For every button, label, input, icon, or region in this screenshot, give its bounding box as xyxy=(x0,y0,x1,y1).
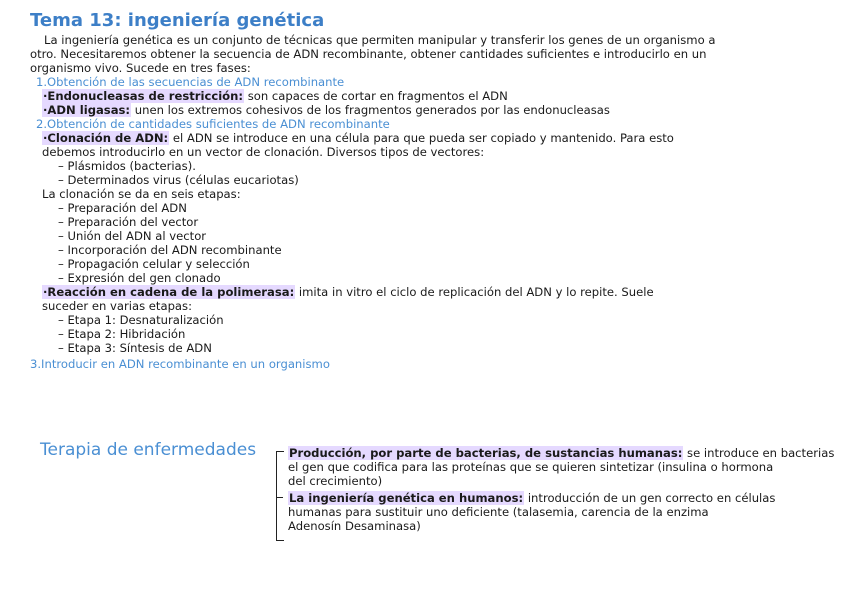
text: el ADN se introduce en una célula para que pueda ser copiado y mantenido. Para esto xyxy=(169,131,674,145)
therapy-item-1-line-2: el gen que codifica para las proteínas que se quieren sintetizar (insulina o hormona xyxy=(288,460,774,474)
stage-2: – Preparación del vector xyxy=(58,215,199,229)
therapy-title: Terapia de enfermedades xyxy=(40,440,257,460)
text: son capaces de cortar en fragmentos el ADN xyxy=(244,89,508,103)
therapy-item-2-line-2: humanas para sustituir uno deficiente (talasemia, carencia de la enzima xyxy=(288,505,709,519)
vector-1: – Plásmidos (bacterias). xyxy=(58,159,196,173)
text: imita in vitro el ciclo de replicación del ADN y lo repite. Suele xyxy=(295,285,654,299)
text: unen los extremos cohesivos de los fragmentos generados por las endonucleasas xyxy=(131,103,610,117)
stage-1: – Preparación del ADN xyxy=(58,201,187,215)
term: ·Clonación de ADN: xyxy=(43,131,169,145)
pcr-stage-3: – Etapa 3: Síntesis de ADN xyxy=(58,341,212,355)
therapy-item-2-line-1 xyxy=(288,491,775,505)
stage-4: – Incorporación del ADN recombinante xyxy=(58,243,282,257)
term: ·Endonucleasas de restricción: xyxy=(43,89,244,103)
cloning-line-1 xyxy=(42,131,674,145)
phase1-title: 1.Obtención de las secuencias de ADN recombinante xyxy=(36,75,345,89)
intro-line-3: organismo vivo. Sucede en tres fases: xyxy=(30,61,251,75)
therapy-item-1-line-1 xyxy=(288,446,834,460)
bracket xyxy=(276,451,284,541)
page-title: Tema 13: ingeniería genética xyxy=(30,10,325,31)
term: ·ADN ligasas: xyxy=(43,103,131,117)
stage-5: – Propagación celular y selección xyxy=(58,257,250,271)
cloning-line-2: debemos introducirlo en un vector de clonación. Diversos tipos de vectores: xyxy=(42,145,485,159)
intro-line-2: otro. Necesitaremos obtener la secuencia de ADN recombinante, obtener cantidades suficientes e introducirlo en un xyxy=(30,47,707,61)
phase3-title: 3.Introducir en ADN recombinante en un organismo xyxy=(30,357,330,371)
term: Producción, por parte de bacterias, de sustancias humanas: xyxy=(289,446,683,460)
term: La ingeniería genética en humanos: xyxy=(289,491,524,505)
phase1-item-1 xyxy=(42,89,508,103)
phase1-item-2 xyxy=(42,103,610,117)
stage-3: – Unión del ADN al vector xyxy=(58,229,207,243)
pcr-line-1 xyxy=(42,285,654,299)
bracket-tick xyxy=(276,497,283,498)
pcr-stage-1: – Etapa 1: Desnaturalización xyxy=(58,313,224,327)
therapy-item-2-line-3: Adenosín Desaminasa) xyxy=(288,519,421,533)
phase2-title: 2.Obtención de cantidades suficientes de ADN recombinante xyxy=(36,117,390,131)
pcr-line-2: suceder en varias etapas: xyxy=(42,299,192,313)
text: se introduce en bacterias xyxy=(683,446,835,460)
pcr-stage-2: – Etapa 2: Hibridación xyxy=(58,327,186,341)
text: introducción de un gen correcto en células xyxy=(524,491,776,505)
stage-6: – Expresión del gen clonado xyxy=(58,271,221,285)
intro-line-1: La ingeniería genética es un conjunto de técnicas que permiten manipular y transferir los genes de un organismo a xyxy=(44,33,716,47)
term: ·Reacción en cadena de la polimerasa: xyxy=(43,285,295,299)
stages-intro: La clonación se da en seis etapas: xyxy=(42,187,241,201)
vector-2: – Determinados virus (células eucariotas) xyxy=(58,173,299,187)
therapy-item-1-line-3: del crecimiento) xyxy=(288,474,383,488)
